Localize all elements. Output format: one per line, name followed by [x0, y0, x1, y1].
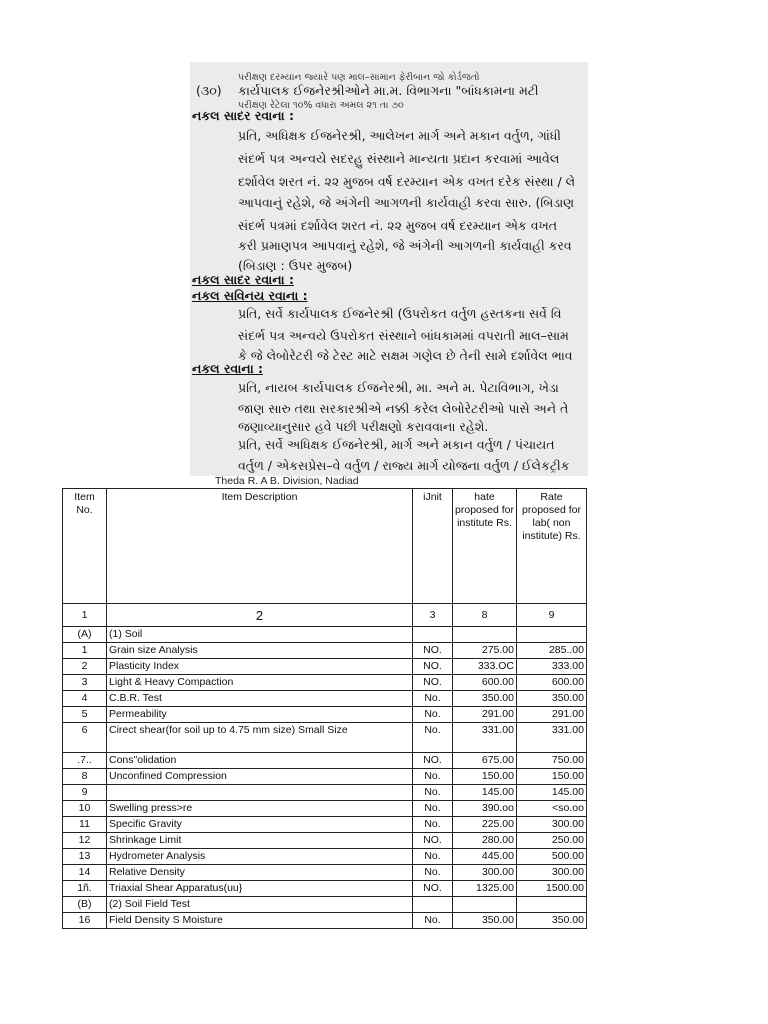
rate-lab: 300.00: [517, 817, 587, 833]
item-no: 1: [63, 643, 107, 659]
item-unit: NO.: [413, 659, 453, 675]
table-row: [63, 865, 587, 881]
rate-lab: 750.00: [517, 753, 587, 769]
section-id: (B): [63, 897, 107, 913]
item-unit: NO.: [413, 753, 453, 769]
rate-lab: 1500.00: [517, 881, 587, 897]
header-item-description: Item Description: [107, 489, 413, 604]
copy-heading: નકલ સાદર રવાના :: [192, 272, 294, 287]
item-description: Unconfined Compression: [107, 769, 413, 785]
rate-institute: 300.00: [453, 865, 517, 881]
letter-line: જાણ સારુ તથા સરકારશ્રીએ નક્કી કરેલ લેબોરેટરીઓ પાસે અને તે: [238, 401, 569, 416]
rate-institute: 445.00: [453, 849, 517, 865]
rate-institute: 333.OC: [453, 659, 517, 675]
item-description: [107, 785, 413, 801]
item-description: Swelling press>re: [107, 801, 413, 817]
header-rate-lab: Rate proposed for lab( non institute) Rs.: [517, 489, 587, 604]
column-number: 9: [517, 604, 587, 627]
item-description: Permeability: [107, 707, 413, 723]
item-unit: No.: [413, 707, 453, 723]
item-unit: NO.: [413, 675, 453, 691]
table-row: [63, 675, 587, 691]
rate-lab: 350.00: [517, 913, 587, 929]
letter-line: સંદર્ભ પત્ર અન્વયે સદરહુ સંસ્થાને માન્યતા પ્રદાન કરવામાં આવેલ: [238, 151, 560, 166]
rate-institute: 275.00: [453, 643, 517, 659]
item-no: 12: [63, 833, 107, 849]
item-no: 2: [63, 659, 107, 675]
header-rate-institute: hate proposed for institute Rs.: [453, 489, 517, 604]
column-number: 1: [63, 604, 107, 627]
column-number: 3: [413, 604, 453, 627]
item-unit: No.: [413, 769, 453, 785]
rate-lab: 500.00: [517, 849, 587, 865]
rate-lab: 600.00: [517, 675, 587, 691]
letter-line: પ્રતિ, સર્વે કાર્યપાલક ઈજનેરશ્રી (ઉપરોકત વર્તુળ હસ્તકના સર્વે વિ: [238, 306, 562, 321]
letter-fragment-line: પરીક્ષણ રેટેલા ૧૦% વધારા અમલ ૨૧ તા ૭૦: [238, 100, 404, 111]
item-description: Triaxial Shear Apparatus(uu}: [107, 881, 413, 897]
item-unit: No.: [413, 913, 453, 929]
table-row: [63, 659, 587, 675]
item-unit: No.: [413, 691, 453, 707]
section-id: (A): [63, 627, 107, 643]
item-description: Plasticity Index: [107, 659, 413, 675]
copy-heading: નકલ રવાના :: [192, 361, 263, 376]
item-description: Specific Gravity: [107, 817, 413, 833]
item-description: Cirect shear(for soil up to 4.75 mm size) Small Size: [107, 723, 413, 753]
section-label: (1) Soil: [107, 627, 413, 643]
copy-heading: નકલ સાદર રવાના :: [192, 108, 294, 123]
letter-line: (બિડાણ : ઉપર મુજબ): [238, 258, 353, 273]
item-no: 8: [63, 769, 107, 785]
rate-lab: 350.00: [517, 691, 587, 707]
rate-lab: 250.00: [517, 833, 587, 849]
table-row: [63, 723, 587, 753]
item-description: Field Density S Moisture: [107, 913, 413, 929]
rate-lab: 145.00: [517, 785, 587, 801]
rate-table: [62, 488, 587, 929]
letter-line: પ્રતિ, અધિક્ષક ઈજનેરશ્રી, આલેખન માર્ગ અને મકાન વર્તુળ, ગાંધી: [238, 128, 561, 143]
table-row: [63, 691, 587, 707]
item-description: Grain size Analysis: [107, 643, 413, 659]
letter-line: વર્તુળ / એકસપ્રેસ–વે વર્તુળ / રાજ્ય માર્ગ યોજના વર્તુળ / ઈલેકટ્રીક: [238, 458, 570, 473]
item-unit: No.: [413, 849, 453, 865]
table-row: [63, 753, 587, 769]
table-row: [63, 643, 587, 659]
item-unit: No.: [413, 817, 453, 833]
rate-lab: 333.00: [517, 659, 587, 675]
rate-lab: 150.00: [517, 769, 587, 785]
rate-institute: 350.00: [453, 913, 517, 929]
item-no: 9: [63, 785, 107, 801]
item-description: C.B.R. Test: [107, 691, 413, 707]
scanned-letter-block: [190, 62, 588, 476]
rate-institute: 331.00: [453, 723, 517, 753]
table-row: [63, 833, 587, 849]
item-no: .7..: [63, 753, 107, 769]
item-no: 10: [63, 801, 107, 817]
item-description: Relative Density: [107, 865, 413, 881]
item-unit: NO.: [413, 643, 453, 659]
table-row: [63, 817, 587, 833]
rate-lab: 291.00: [517, 707, 587, 723]
letter-line: સંદર્ભ પત્ર અન્વયે ઉપરોકત સંસ્થાને બાંધકામમાં વપરાતી માલ–સામ: [238, 328, 569, 343]
letter-line: જણાવ્યાનુસાર હવે પછી પરીક્ષણો કરાવવાના રહેશે.: [238, 419, 489, 434]
table-row: [63, 801, 587, 817]
letter-line: કે જે લેબોરેટરી જે ટેસ્ટ માટે સક્ષમ ગણેલ છે તેની સામે દર્શાવેલ ભાવ: [238, 348, 573, 363]
section-row: [63, 627, 587, 643]
rate-institute: 1325.00: [453, 881, 517, 897]
table-row: [63, 913, 587, 929]
letter-line: પ્રતિ, નાયબ કાર્યપાલક ઈજનેરશ્રી, મા. અને મ. પેટાવિભાગ, ખેડા: [238, 380, 559, 395]
office-name: Theda R. A B. Division, Nadiad: [215, 475, 359, 487]
column-number: 2: [107, 604, 413, 627]
table-header-row: [63, 489, 587, 604]
letter-fragment-line: પરીક્ષણ દરમ્યાન જ્યારે પણ માલ–સામાન ફેરીબાન જો કોર્ડજતો: [238, 72, 480, 83]
rate-institute: 280.00: [453, 833, 517, 849]
item-no: 4: [63, 691, 107, 707]
item-no: 13: [63, 849, 107, 865]
rate-institute: 350.00: [453, 691, 517, 707]
table-row: [63, 785, 587, 801]
section-label: (2) Soil Field Test: [107, 897, 413, 913]
item-no: 3: [63, 675, 107, 691]
table-row: [63, 849, 587, 865]
item-no: 11: [63, 817, 107, 833]
copy-heading: નકલ સવિનય રવાના :: [192, 288, 308, 303]
item-description: Hydrometer Analysis: [107, 849, 413, 865]
letter-item-number: (૩૦): [196, 83, 222, 98]
rate-lab: 300.00: [517, 865, 587, 881]
item-no: 5: [63, 707, 107, 723]
item-no: 1ñ.: [63, 881, 107, 897]
letter-line: કાર્યપાલક ઈજનેરશ્રીઓને મા.મ. વિભાગના "બાંધકામના મટી: [238, 83, 539, 98]
rate-lab: 285..00: [517, 643, 587, 659]
item-unit: No.: [413, 865, 453, 881]
item-unit: NO.: [413, 881, 453, 897]
item-description: Cons"olidation: [107, 753, 413, 769]
rate-institute: 150.00: [453, 769, 517, 785]
column-number-row: [63, 604, 587, 627]
rate-institute: 291.00: [453, 707, 517, 723]
item-no: 6: [63, 723, 107, 753]
rate-institute: 390.oo: [453, 801, 517, 817]
letter-line: પ્રતિ, સર્વે અધિક્ષક ઈજનેરશ્રી, માર્ગ અને મકાન વર્તુળ / પંચાયત: [238, 437, 555, 452]
column-number: 8: [453, 604, 517, 627]
rate-lab: 331.00: [517, 723, 587, 753]
table-row: [63, 881, 587, 897]
header-item-no: Item No.: [63, 489, 107, 604]
item-unit: No.: [413, 723, 453, 753]
letter-line: સંદર્ભ પત્રમાં દર્શાવેલ શરત નં. ૨૨ મુજબ વર્ષ દરમ્યાન એક વખત: [238, 218, 558, 233]
section-row: [63, 897, 587, 913]
rate-institute: 600.00: [453, 675, 517, 691]
item-description: Shrinkage Limit: [107, 833, 413, 849]
rate-institute: 675.00: [453, 753, 517, 769]
letter-line: કરી પ્રમાણપત્ર આપવાનું રહેશે, જે અંગેની આગળની કાર્યવાહી કરવ: [238, 238, 572, 253]
header-unit: iJnit: [413, 489, 453, 604]
letter-line: આપવાનું રહેશે, જે અંગેની આગળની કાર્યવાહી કરવા સારુ. (બિડાણ: [238, 195, 575, 210]
item-unit: NO.: [413, 833, 453, 849]
letter-line: દર્શાવેલ શરત નં. ૨૨ મુજબ વર્ષ દરમ્યાન એક વખત દરેક સંસ્થા / લે: [238, 174, 576, 189]
item-no: 16: [63, 913, 107, 929]
table-row: [63, 769, 587, 785]
rate-lab: <so.oo: [517, 801, 587, 817]
item-unit: No.: [413, 801, 453, 817]
table-row: [63, 707, 587, 723]
rate-institute: 145.00: [453, 785, 517, 801]
item-unit: No.: [413, 785, 453, 801]
rate-institute: 225.00: [453, 817, 517, 833]
item-description: Light & Heavy Compaction: [107, 675, 413, 691]
item-no: 14: [63, 865, 107, 881]
